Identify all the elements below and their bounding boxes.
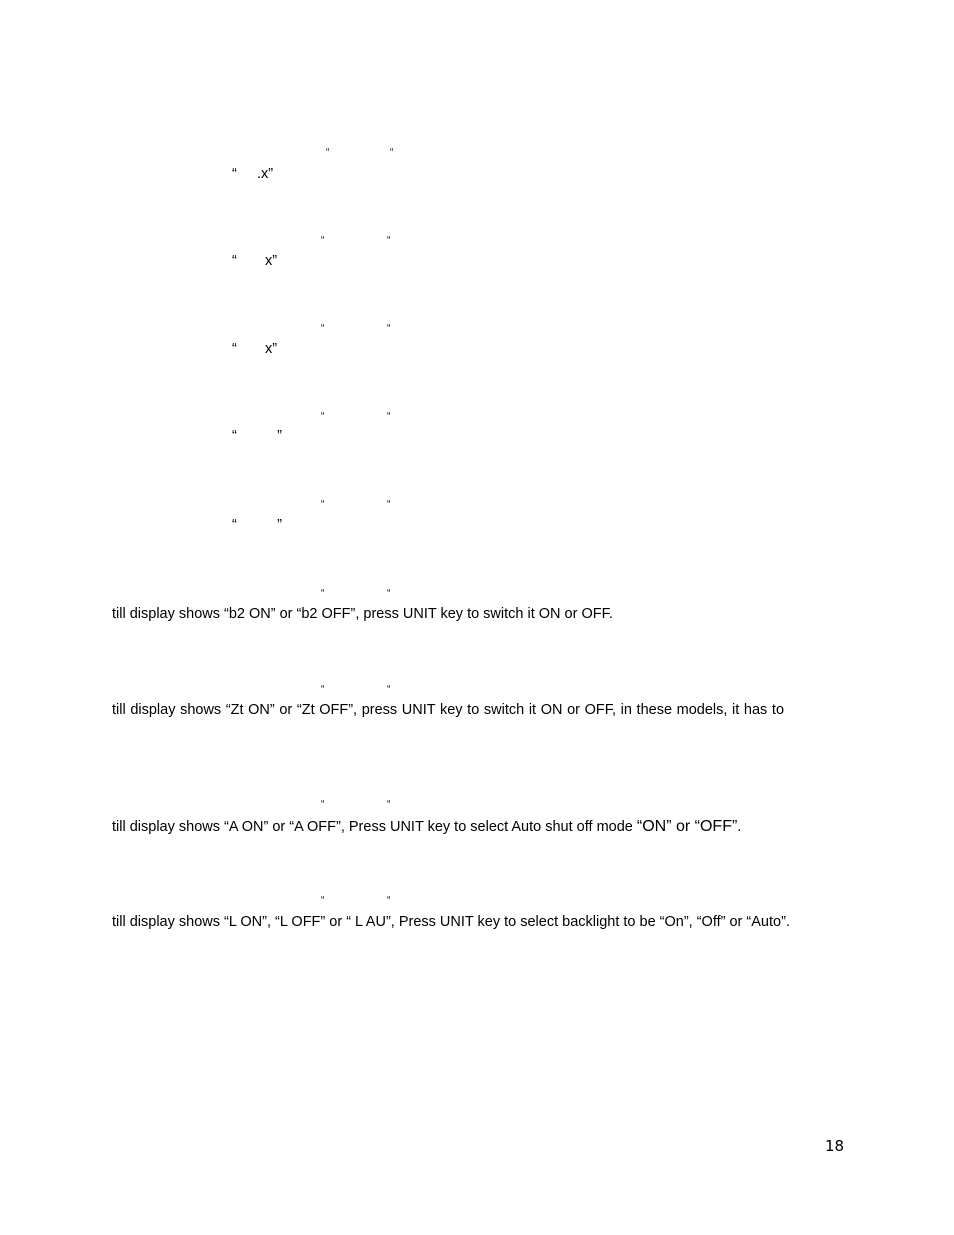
page-number: 18 — [825, 1137, 845, 1155]
paragraph-end: . — [737, 819, 742, 835]
quote-mark: “ — [387, 799, 391, 810]
quote-mark: “ — [387, 411, 391, 422]
quote-mark: “ — [387, 895, 391, 906]
fragment-line: “ ” — [232, 428, 282, 444]
paragraph-body: till display shows “A ON” or “A OFF”, Press UNIT key to select Auto shut off mode — [112, 819, 637, 835]
quote-mark: “ — [321, 235, 325, 246]
quote-mark: “ — [321, 499, 325, 510]
quote-mark: “ — [321, 799, 325, 810]
quote-mark: “ — [387, 499, 391, 510]
quote-mark: “ — [321, 411, 325, 422]
fragment-line: “ x” — [232, 341, 278, 357]
quote-mark: “ — [387, 684, 391, 695]
fragment-line: “ ” — [232, 517, 282, 533]
paragraph-emphasis: “ON” or “OFF” — [636, 818, 738, 835]
quote-mark: “ — [326, 147, 330, 158]
paragraph-text: till display shows “L ON”, “L OFF” or “ L AU”, Press UNIT key to select backlight to be “On”, “Off” or “Auto”. — [112, 914, 790, 930]
quote-mark: “ — [387, 235, 391, 246]
quote-mark: “ — [387, 323, 391, 334]
paragraph-text: till display shows “Zt ON” or “Zt OFF”, press UNIT key to switch it ON or OFF, in these models, it has to — [112, 702, 785, 718]
fragment-line: “ .x” — [232, 166, 274, 182]
fragment-line: “ x” — [232, 253, 278, 269]
quote-mark: “ — [321, 684, 325, 695]
quote-mark: “ — [321, 323, 325, 334]
quote-mark: “ — [390, 147, 394, 158]
quote-mark: “ — [321, 895, 325, 906]
quote-mark: “ — [321, 588, 325, 599]
quote-mark: “ — [387, 588, 391, 599]
paragraph-text — [112, 818, 741, 836]
paragraph-text: till display shows “b2 ON” or “b2 OFF”, press UNIT key to switch it ON or OFF. — [112, 606, 613, 622]
